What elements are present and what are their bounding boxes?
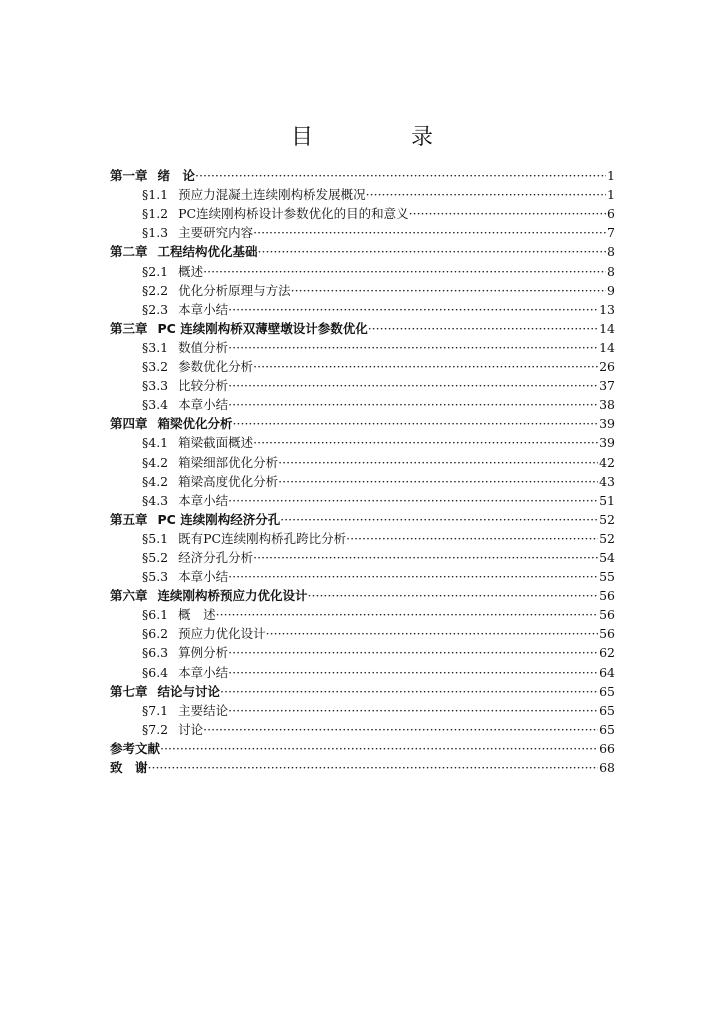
toc-entry-page-number: 54 bbox=[599, 549, 615, 565]
toc-section-entry[interactable] bbox=[110, 452, 615, 471]
toc-entry-number: §6.3 bbox=[142, 645, 169, 661]
toc-entry-number: §6.1 bbox=[142, 607, 169, 623]
dot-leader bbox=[233, 414, 599, 433]
toc-entry-number: 第三章 bbox=[110, 320, 148, 336]
toc-entry-page-number: 65 bbox=[599, 702, 615, 718]
toc-chapter-entry[interactable] bbox=[110, 758, 615, 777]
toc-entry-label: 本章小结 bbox=[178, 664, 229, 680]
toc-entry-label: 本章小结 bbox=[178, 397, 229, 413]
toc-section-entry[interactable] bbox=[110, 624, 615, 643]
toc-entry-page-number: 1 bbox=[607, 168, 615, 184]
toc-entry-number: §3.2 bbox=[142, 359, 169, 375]
toc-section-entry[interactable] bbox=[110, 223, 615, 242]
dot-leader bbox=[253, 548, 598, 567]
toc-entry-label: 预应力优化设计 bbox=[178, 626, 266, 642]
toc-chapter-entry[interactable] bbox=[110, 739, 615, 758]
toc-section-entry[interactable] bbox=[110, 338, 615, 357]
dot-leader bbox=[253, 433, 598, 452]
toc-section-entry[interactable] bbox=[110, 643, 615, 662]
toc-entry-page-number: 68 bbox=[599, 760, 615, 775]
dot-leader bbox=[368, 319, 598, 338]
toc-entry-page-number: 14 bbox=[599, 339, 615, 355]
toc-section-entry[interactable] bbox=[110, 548, 615, 567]
dot-leader bbox=[220, 682, 598, 701]
dot-leader bbox=[148, 758, 599, 777]
toc-entry-label: 既有PC连续刚构桥孔跨比分析 bbox=[178, 530, 347, 546]
toc-entry-label: 工程结构优化基础 bbox=[157, 244, 258, 260]
toc-entry-number: §5.3 bbox=[142, 569, 169, 585]
dot-leader bbox=[278, 472, 598, 491]
toc-entry-number: 第二章 bbox=[110, 244, 148, 260]
toc-entry-number: §3.3 bbox=[142, 378, 169, 394]
toc-entry-number: §7.2 bbox=[142, 721, 169, 737]
dot-leader bbox=[291, 281, 606, 300]
toc-entry-label: PC连续刚构桥设计参数优化的目的和意义 bbox=[178, 206, 409, 222]
toc-entry-number: 第七章 bbox=[110, 683, 148, 699]
toc-entry-number: §1.3 bbox=[142, 225, 169, 241]
toc-section-entry[interactable] bbox=[110, 300, 615, 319]
toc-entry-number: §2.3 bbox=[142, 301, 169, 317]
toc-section-entry[interactable] bbox=[110, 701, 615, 720]
toc-entry-page-number: 6 bbox=[607, 206, 615, 222]
toc-chapter-entry[interactable] bbox=[110, 319, 615, 338]
dot-leader bbox=[278, 453, 598, 472]
dot-leader bbox=[228, 643, 598, 662]
toc-entry-label: 连续刚构桥预应力优化设计 bbox=[157, 588, 308, 604]
toc-entry-page-number: 43 bbox=[599, 473, 615, 489]
toc-entry-label: 算例分析 bbox=[178, 645, 229, 661]
toc-entry-page-number: 52 bbox=[599, 530, 615, 546]
toc-entry-number: 第六章 bbox=[110, 588, 148, 604]
toc-entry-page-number: 42 bbox=[599, 454, 615, 470]
toc-entry-page-number: 39 bbox=[599, 416, 615, 432]
toc-entry-label: 比较分析 bbox=[178, 378, 229, 394]
toc-entry-page-number: 8 bbox=[607, 263, 615, 279]
dot-leader bbox=[346, 529, 598, 548]
toc-entry-page-number: 56 bbox=[599, 607, 615, 623]
toc-section-entry[interactable] bbox=[110, 472, 615, 491]
toc-entry-label: 本章小结 bbox=[178, 492, 229, 508]
toc-section-entry[interactable] bbox=[110, 567, 615, 586]
toc-chapter-entry[interactable] bbox=[110, 242, 615, 261]
dot-leader bbox=[228, 491, 598, 510]
toc-entry-label: 绪 论 bbox=[157, 168, 196, 184]
toc-entry-number: §2.2 bbox=[142, 282, 169, 298]
toc-entry-page-number: 14 bbox=[599, 320, 615, 336]
toc-entry-label: 本章小结 bbox=[178, 569, 229, 585]
toc-entry-number: §1.2 bbox=[142, 206, 169, 222]
toc-entry-number: §4.1 bbox=[142, 435, 169, 451]
toc-entry-label: 结论与讨论 bbox=[157, 683, 221, 699]
toc-chapter-entry[interactable] bbox=[110, 510, 615, 529]
dot-leader bbox=[366, 185, 606, 204]
toc-entry-page-number: 52 bbox=[599, 511, 615, 527]
toc-chapter-entry[interactable] bbox=[110, 414, 615, 433]
dot-leader bbox=[280, 510, 598, 529]
toc-entry-page-number: 1 bbox=[607, 187, 615, 203]
toc-entry-label: 概 述 bbox=[178, 607, 216, 623]
toc-entry-label: 箱梁细部优化分析 bbox=[178, 454, 279, 470]
toc-section-entry[interactable] bbox=[110, 357, 615, 376]
dot-leader bbox=[216, 605, 598, 624]
toc-entry-label: 经济分孔分析 bbox=[178, 549, 254, 565]
toc-entry-label: 本章小结 bbox=[178, 301, 229, 317]
toc-entry-number: §5.1 bbox=[142, 530, 169, 546]
toc-section-entry[interactable] bbox=[110, 281, 615, 300]
toc-entry-page-number: 62 bbox=[599, 645, 615, 661]
toc-entry-page-number: 65 bbox=[599, 683, 615, 699]
toc-entry-number: 第四章 bbox=[110, 416, 148, 432]
toc-entry-number: §1.1 bbox=[142, 187, 169, 203]
toc-entry-label: 优化分析原理与方法 bbox=[178, 282, 291, 298]
toc-entry-number: §6.2 bbox=[142, 626, 169, 642]
toc-entry-number: §4.2 bbox=[142, 454, 169, 470]
toc-entry-page-number: 51 bbox=[599, 492, 615, 508]
dot-leader bbox=[228, 300, 598, 319]
toc-entry-page-number: 13 bbox=[599, 301, 615, 317]
toc-section-entry[interactable] bbox=[110, 529, 615, 548]
toc-entry-label: 预应力混凝土连续刚构桥发展概况 bbox=[178, 187, 366, 203]
toc-entry-label: PC 连续刚构桥双薄壁墩设计参数优化 bbox=[157, 320, 368, 336]
dot-leader bbox=[253, 357, 598, 376]
toc-chapter-entry[interactable] bbox=[110, 682, 615, 701]
dot-leader bbox=[228, 701, 598, 720]
toc-section-entry[interactable] bbox=[110, 605, 615, 624]
toc-entry-page-number: 64 bbox=[599, 664, 615, 680]
page-title: 目 录 bbox=[290, 125, 471, 150]
toc-entry-number: §3.4 bbox=[142, 397, 169, 413]
toc-entry-label: 数值分析 bbox=[178, 339, 229, 355]
toc-entry-page-number: 39 bbox=[599, 435, 615, 451]
toc-entry-page-number: 26 bbox=[599, 359, 615, 375]
dot-leader bbox=[308, 586, 599, 605]
toc-entry-label: 主要研究内容 bbox=[178, 225, 254, 241]
toc-entry-page-number: 7 bbox=[607, 225, 615, 241]
toc-entry-label: 致 谢 bbox=[110, 760, 148, 775]
toc-chapter-entry[interactable] bbox=[110, 586, 615, 605]
toc-section-entry[interactable] bbox=[110, 433, 615, 452]
toc-entry-number: §3.1 bbox=[142, 339, 169, 355]
toc-entry-label: 讨论 bbox=[178, 721, 204, 737]
toc-entry-label: PC 连续刚构经济分孔 bbox=[157, 511, 281, 527]
toc-entry-number: 第一章 bbox=[110, 168, 148, 184]
dot-leader bbox=[228, 663, 598, 682]
dot-leader bbox=[228, 395, 598, 414]
dot-leader bbox=[228, 338, 598, 357]
toc-section-entry[interactable] bbox=[110, 662, 615, 681]
toc-section-entry[interactable] bbox=[110, 491, 615, 510]
toc-entry-number: 第五章 bbox=[110, 511, 148, 527]
dot-leader bbox=[160, 739, 598, 758]
toc-section-entry[interactable] bbox=[110, 204, 615, 223]
toc-entry-page-number: 9 bbox=[607, 282, 615, 298]
dot-leader bbox=[266, 624, 598, 643]
toc-entry-page-number: 8 bbox=[607, 244, 615, 260]
table-of-contents bbox=[110, 166, 615, 777]
dot-leader bbox=[203, 262, 606, 281]
toc-entry-number: §5.2 bbox=[142, 549, 169, 565]
toc-section-entry[interactable] bbox=[110, 376, 615, 395]
dot-leader bbox=[409, 204, 606, 223]
toc-entry-number: §4.3 bbox=[142, 492, 169, 508]
toc-entry-number: §7.1 bbox=[142, 702, 169, 718]
toc-entry-page-number: 66 bbox=[599, 740, 615, 756]
toc-entry-label: 参数优化分析 bbox=[178, 359, 254, 375]
toc-entry-page-number: 37 bbox=[599, 378, 615, 394]
dot-leader bbox=[228, 567, 598, 586]
toc-entry-page-number: 65 bbox=[599, 721, 615, 737]
dot-leader bbox=[253, 223, 606, 242]
toc-entry-number: §4.2 bbox=[142, 473, 169, 489]
toc-entry-label: 箱梁截面概述 bbox=[178, 435, 254, 451]
toc-entry-number: §6.4 bbox=[142, 664, 169, 680]
toc-entry-page-number: 38 bbox=[599, 397, 615, 413]
dot-leader bbox=[203, 720, 598, 739]
toc-entry-label: 概述 bbox=[178, 263, 204, 279]
toc-section-entry[interactable] bbox=[110, 395, 615, 414]
toc-entry-page-number: 56 bbox=[599, 588, 615, 604]
toc-entry-label: 箱梁优化分析 bbox=[157, 416, 233, 432]
dot-leader bbox=[195, 166, 606, 185]
toc-entry-label: 主要结论 bbox=[178, 702, 229, 718]
toc-chapter-entry[interactable] bbox=[110, 166, 615, 185]
toc-entry-label: 箱梁高度优化分析 bbox=[178, 473, 279, 489]
toc-entry-number: §2.1 bbox=[142, 263, 169, 279]
toc-section-entry[interactable] bbox=[110, 720, 615, 739]
dot-leader bbox=[258, 242, 607, 261]
toc-entry-page-number: 55 bbox=[599, 569, 615, 585]
toc-section-entry[interactable] bbox=[110, 185, 615, 204]
toc-section-entry[interactable] bbox=[110, 261, 615, 280]
dot-leader bbox=[228, 376, 598, 395]
toc-entry-label: 参考文献 bbox=[110, 740, 161, 756]
toc-entry-page-number: 56 bbox=[599, 626, 615, 642]
